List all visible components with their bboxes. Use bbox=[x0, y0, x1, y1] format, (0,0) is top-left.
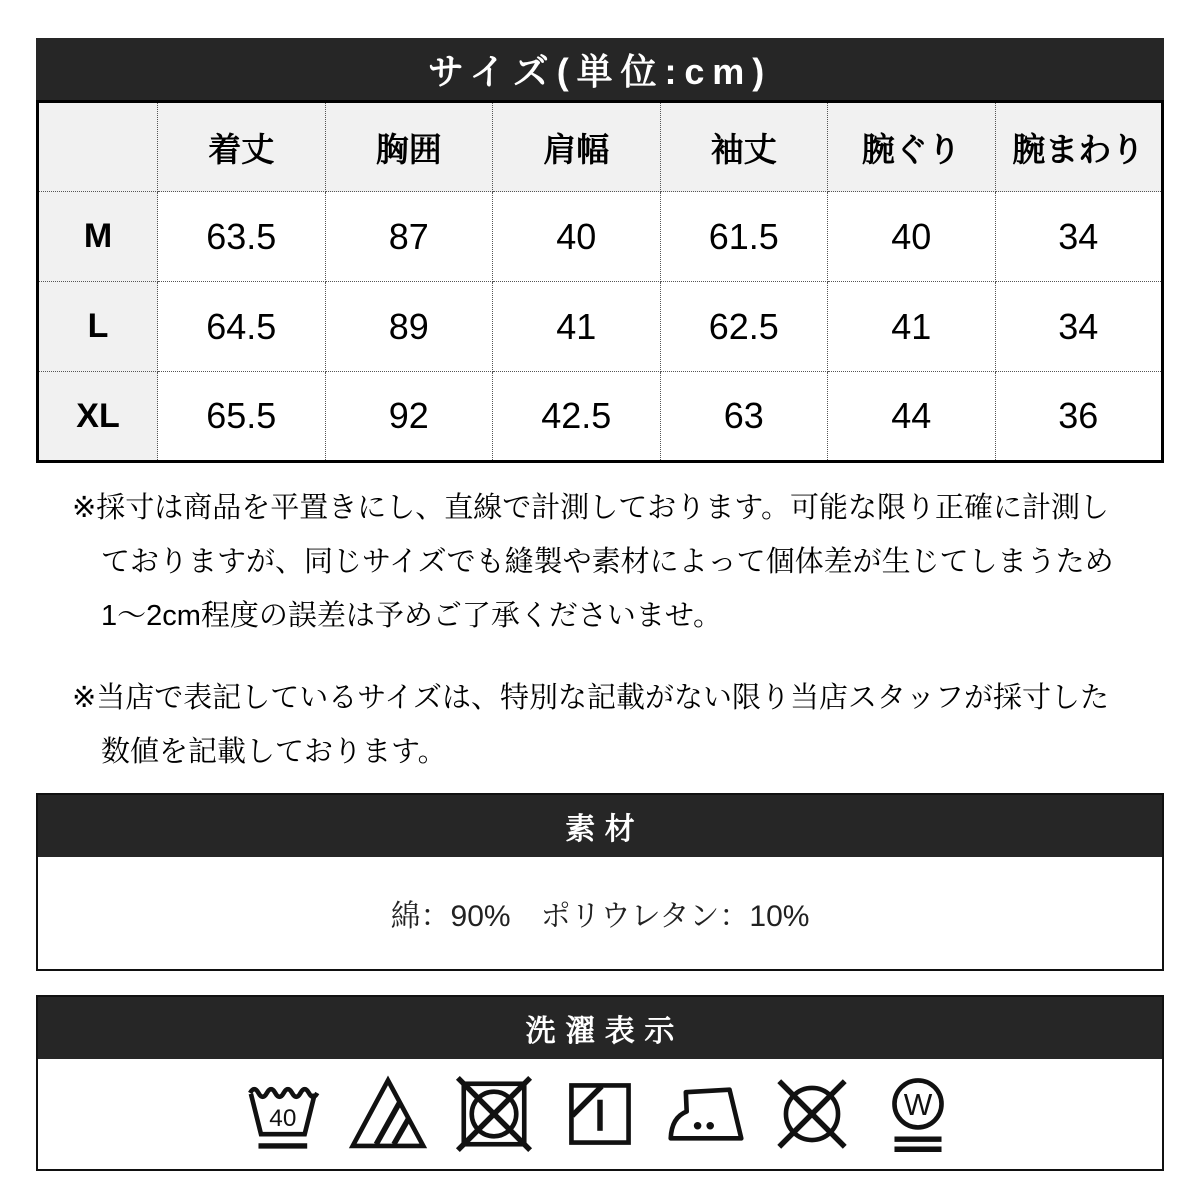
note-line: ※採寸は商品を平置きにし、直線で計測しております。可能な限り正確に計測し bbox=[72, 492, 1109, 524]
note-line: 数値を記載しております。 bbox=[101, 736, 447, 768]
note-measurement-tolerance bbox=[72, 481, 1164, 643]
size-section-header bbox=[36, 38, 1164, 100]
cell-value: 41 bbox=[493, 282, 661, 372]
cell-value: 92 bbox=[325, 372, 493, 462]
note-line: ておりますが、同じサイズでも縫製や素材によって個体差が生じてしまうため bbox=[101, 546, 1114, 578]
column-header-body-length: 着丈 bbox=[158, 102, 326, 192]
corner-cell bbox=[38, 102, 158, 192]
care-section bbox=[36, 995, 1164, 1171]
line-dry-in-shade-icon bbox=[558, 1072, 642, 1156]
material-section-title: 素材 bbox=[565, 813, 645, 846]
cell-value: 41 bbox=[828, 282, 996, 372]
cell-value: 61.5 bbox=[660, 192, 828, 282]
material-section-header bbox=[38, 795, 1162, 857]
measurement-notes bbox=[72, 481, 1164, 779]
do-not-dry-clean-icon bbox=[770, 1072, 854, 1156]
cell-value: 63 bbox=[660, 372, 828, 462]
table-row-size-m bbox=[38, 192, 1163, 282]
do-not-tumble-dry-icon bbox=[452, 1072, 536, 1156]
wet-clean-letter: W bbox=[903, 1088, 933, 1122]
cell-value: 44 bbox=[828, 372, 996, 462]
cell-value: 42.5 bbox=[493, 372, 661, 462]
size-table-section bbox=[36, 38, 1164, 463]
cell-value: 34 bbox=[995, 282, 1163, 372]
bleach-non-chlorine-icon bbox=[346, 1072, 430, 1156]
material-composition: 綿：90% ポリウレタン：10% bbox=[390, 900, 810, 933]
size-table-header-row bbox=[38, 102, 1163, 192]
column-header-armhole: 腕ぐり bbox=[828, 102, 996, 192]
cell-value: 63.5 bbox=[158, 192, 326, 282]
cell-value: 62.5 bbox=[660, 282, 828, 372]
size-label: M bbox=[38, 192, 158, 282]
table-row-size-xl bbox=[38, 372, 1163, 462]
wet-clean-very-gentle-icon bbox=[876, 1072, 960, 1156]
wash-temperature-label: 40 bbox=[269, 1104, 297, 1132]
column-header-shoulder: 肩幅 bbox=[493, 102, 661, 192]
size-table bbox=[36, 100, 1164, 463]
care-section-title: 洗濯表示 bbox=[525, 1015, 684, 1048]
cell-value: 36 bbox=[995, 372, 1163, 462]
column-header-arm-circumference: 腕まわり bbox=[995, 102, 1163, 192]
cell-value: 40 bbox=[493, 192, 661, 282]
cell-value: 87 bbox=[325, 192, 493, 282]
wash-40-gentle-icon bbox=[240, 1072, 324, 1156]
size-section-title: サイズ(単位:cm) bbox=[427, 50, 773, 92]
column-header-chest: 胸囲 bbox=[325, 102, 493, 192]
cell-value: 65.5 bbox=[158, 372, 326, 462]
size-label: XL bbox=[38, 372, 158, 462]
table-row-size-l bbox=[38, 282, 1163, 372]
size-label: L bbox=[38, 282, 158, 372]
cell-value: 34 bbox=[995, 192, 1163, 282]
iron-medium-icon bbox=[664, 1072, 748, 1156]
care-symbols-row bbox=[38, 1059, 1162, 1169]
note-staff-measured bbox=[72, 671, 1164, 779]
note-line: 1〜2cm程度の誤差は予めご了承くださいませ。 bbox=[101, 600, 723, 632]
column-header-sleeve: 袖丈 bbox=[660, 102, 828, 192]
cell-value: 89 bbox=[325, 282, 493, 372]
cell-value: 64.5 bbox=[158, 282, 326, 372]
care-section-header bbox=[38, 997, 1162, 1059]
note-line: ※当店で表記しているサイズは、特別な記載がない限り当店スタッフが採寸した bbox=[72, 682, 1109, 714]
cell-value: 40 bbox=[828, 192, 996, 282]
material-section bbox=[36, 793, 1164, 971]
